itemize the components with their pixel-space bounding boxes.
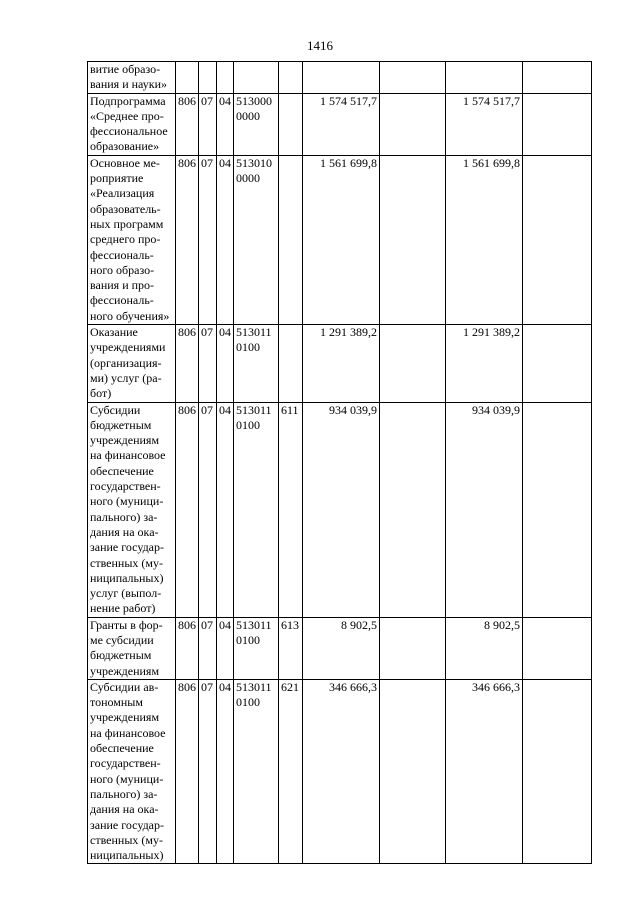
row-name-cell bbox=[88, 679, 176, 864]
target-article-line: 513011 bbox=[236, 617, 272, 632]
section-cell: 07 bbox=[199, 679, 217, 864]
ved-cell: 806 bbox=[176, 679, 199, 864]
table-row bbox=[88, 62, 592, 94]
budget-table bbox=[87, 61, 592, 864]
amount-cell-4 bbox=[523, 325, 592, 402]
table-row bbox=[88, 679, 592, 864]
row-name-line: бюджетным bbox=[90, 417, 152, 432]
row-name-cell bbox=[88, 155, 176, 324]
row-name-line: нение работ) bbox=[90, 601, 156, 616]
amount-cell-2 bbox=[380, 93, 446, 155]
amount-cell-1: 1 291 389,2 bbox=[303, 325, 380, 402]
row-name-line: ниципальных) bbox=[90, 848, 164, 863]
row-name-line: Гранты в фор- bbox=[90, 617, 163, 632]
row-name-line: ниципальных) bbox=[90, 570, 164, 585]
row-name-line: бюджетным bbox=[90, 648, 152, 663]
ved-cell: 806 bbox=[176, 617, 199, 679]
row-name-line: ме субсидии bbox=[90, 632, 154, 647]
target-article-line: 0100 bbox=[236, 632, 260, 647]
amount-cell-3: 1 561 699,8 bbox=[446, 155, 523, 324]
target-article-line: 0100 bbox=[236, 417, 260, 432]
amount-cell-3: 1 574 517,7 bbox=[446, 93, 523, 155]
row-name-line: ственных (му- bbox=[90, 832, 163, 847]
row-name-cell bbox=[88, 617, 176, 679]
subsection-cell: 04 bbox=[217, 155, 234, 324]
row-name-line: «Реализация bbox=[90, 186, 155, 201]
row-name-line: витие образо- bbox=[90, 62, 161, 76]
row-name-line: учреждениями bbox=[90, 340, 166, 355]
row-name-line: на финансовое bbox=[90, 448, 166, 463]
subsection-cell bbox=[217, 62, 234, 94]
row-name-cell bbox=[88, 62, 176, 94]
amount-cell-4 bbox=[523, 617, 592, 679]
target-article-line: 513010 bbox=[236, 155, 272, 170]
amount-cell-4 bbox=[523, 62, 592, 94]
section-cell: 07 bbox=[199, 617, 217, 679]
target-article-cell bbox=[234, 325, 279, 402]
subsection-cell: 04 bbox=[217, 402, 234, 617]
row-name-cell bbox=[88, 93, 176, 155]
ved-cell: 806 bbox=[176, 93, 199, 155]
row-name-line: обеспечение bbox=[90, 741, 154, 756]
amount-cell-2 bbox=[380, 617, 446, 679]
row-name-line: Подпрограмма bbox=[90, 93, 166, 108]
table-row bbox=[88, 617, 592, 679]
expense-type-cell: 611 bbox=[279, 402, 303, 617]
amount-cell-2 bbox=[380, 402, 446, 617]
ved-cell bbox=[176, 62, 199, 94]
target-article-cell bbox=[234, 679, 279, 864]
row-name-line: образователь- bbox=[90, 201, 161, 216]
target-article-line: 513011 bbox=[236, 402, 272, 417]
amount-cell-1: 1 561 699,8 bbox=[303, 155, 380, 324]
amount-cell-1: 1 574 517,7 bbox=[303, 93, 380, 155]
ved-cell: 806 bbox=[176, 402, 199, 617]
row-name-line: зание государ- bbox=[90, 540, 164, 555]
row-name-line: государствен- bbox=[90, 479, 161, 494]
target-article-line: 0000 bbox=[236, 171, 260, 186]
table-row bbox=[88, 325, 592, 402]
target-article-cell bbox=[234, 93, 279, 155]
amount-cell-2 bbox=[380, 679, 446, 864]
row-name-line: учреждениям bbox=[90, 433, 160, 448]
target-article-cell bbox=[234, 402, 279, 617]
subsection-cell: 04 bbox=[217, 679, 234, 864]
amount-cell-4 bbox=[523, 679, 592, 864]
expense-type-cell: 621 bbox=[279, 679, 303, 864]
amount-cell-1: 934 039,9 bbox=[303, 402, 380, 617]
row-name-line: пального) за- bbox=[90, 509, 158, 524]
section-cell: 07 bbox=[199, 325, 217, 402]
row-name-line: услуг (выпол- bbox=[90, 586, 162, 601]
target-article-line: 0000 bbox=[236, 108, 260, 123]
amount-cell-2 bbox=[380, 155, 446, 324]
row-name-line: обеспечение bbox=[90, 463, 154, 478]
row-name-line: Оказание bbox=[90, 325, 138, 340]
target-article-cell bbox=[234, 62, 279, 94]
row-name-line: ми) услуг (ра- bbox=[90, 370, 162, 385]
row-name-line: фессиональ- bbox=[90, 247, 154, 262]
subsection-cell: 04 bbox=[217, 325, 234, 402]
row-name-line: дания на ока- bbox=[90, 524, 159, 539]
row-name-line: на финансовое bbox=[90, 725, 166, 740]
section-cell: 07 bbox=[199, 155, 217, 324]
row-name-line: «Среднее про- bbox=[90, 108, 164, 123]
amount-cell-3: 1 291 389,2 bbox=[446, 325, 523, 402]
ved-cell: 806 bbox=[176, 325, 199, 402]
row-name-line: фессиональ- bbox=[90, 293, 154, 308]
row-name-line: дания на ока- bbox=[90, 802, 159, 817]
row-name-line: ного (муници- bbox=[90, 494, 164, 509]
amount-cell-2 bbox=[380, 62, 446, 94]
row-name-line: фессиональное bbox=[90, 124, 168, 139]
target-article-line: 513011 bbox=[236, 325, 272, 340]
amount-cell-3: 934 039,9 bbox=[446, 402, 523, 617]
row-name-line: государствен- bbox=[90, 756, 161, 771]
table-row bbox=[88, 402, 592, 617]
row-name-line: ного обучения» bbox=[90, 308, 170, 323]
target-article-line: 0100 bbox=[236, 340, 260, 355]
expense-type-cell bbox=[279, 155, 303, 324]
ved-cell: 806 bbox=[176, 155, 199, 324]
row-name-line: вания и про- bbox=[90, 278, 155, 293]
row-name-cell bbox=[88, 325, 176, 402]
row-name-line: ных программ bbox=[90, 216, 164, 231]
amount-cell-3 bbox=[446, 62, 523, 94]
section-cell: 07 bbox=[199, 93, 217, 155]
row-name-line: образование» bbox=[90, 139, 160, 154]
page-number: 1416 bbox=[307, 38, 333, 53]
amount-cell-4 bbox=[523, 155, 592, 324]
subsection-cell: 04 bbox=[217, 93, 234, 155]
expense-type-cell: 613 bbox=[279, 617, 303, 679]
subsection-cell: 04 bbox=[217, 617, 234, 679]
amount-cell-1: 8 902,5 bbox=[303, 617, 380, 679]
target-article-cell bbox=[234, 155, 279, 324]
expense-type-cell bbox=[279, 325, 303, 402]
row-name-line: вания и науки» bbox=[90, 77, 168, 92]
amount-cell-2 bbox=[380, 325, 446, 402]
amount-cell-3: 8 902,5 bbox=[446, 617, 523, 679]
row-name-line: ного образо- bbox=[90, 262, 155, 277]
amount-cell-3: 346 666,3 bbox=[446, 679, 523, 864]
table-row bbox=[88, 155, 592, 324]
table-row bbox=[88, 93, 592, 155]
row-name-line: роприятие bbox=[90, 171, 144, 186]
row-name-line: зание государ- bbox=[90, 817, 164, 832]
row-name-line: ного (муници- bbox=[90, 771, 164, 786]
row-name-line: Субсидии bbox=[90, 402, 141, 417]
row-name-line: учреждениям bbox=[90, 663, 160, 678]
row-name-line: учреждениям bbox=[90, 710, 160, 725]
amount-cell-1 bbox=[303, 62, 380, 94]
amount-cell-4 bbox=[523, 402, 592, 617]
section-cell bbox=[199, 62, 217, 94]
row-name-line: (организация- bbox=[90, 355, 162, 370]
row-name-line: Основное ме- bbox=[90, 155, 160, 170]
row-name-line: среднего про- bbox=[90, 232, 161, 247]
row-name-line: ственных (му- bbox=[90, 555, 163, 570]
target-article-line: 513011 bbox=[236, 679, 272, 694]
row-name-line: тономным bbox=[90, 695, 143, 710]
row-name-line: пального) за- bbox=[90, 786, 158, 801]
section-cell: 07 bbox=[199, 402, 217, 617]
expense-type-cell bbox=[279, 93, 303, 155]
row-name-line: Субсидии ав- bbox=[90, 679, 159, 694]
row-name-cell bbox=[88, 402, 176, 617]
row-name-line: бот) bbox=[90, 386, 112, 401]
target-article-line: 513000 bbox=[236, 93, 272, 108]
amount-cell-4 bbox=[523, 93, 592, 155]
target-article-cell bbox=[234, 617, 279, 679]
target-article-line: 0100 bbox=[236, 695, 260, 710]
amount-cell-1: 346 666,3 bbox=[303, 679, 380, 864]
expense-type-cell bbox=[279, 62, 303, 94]
